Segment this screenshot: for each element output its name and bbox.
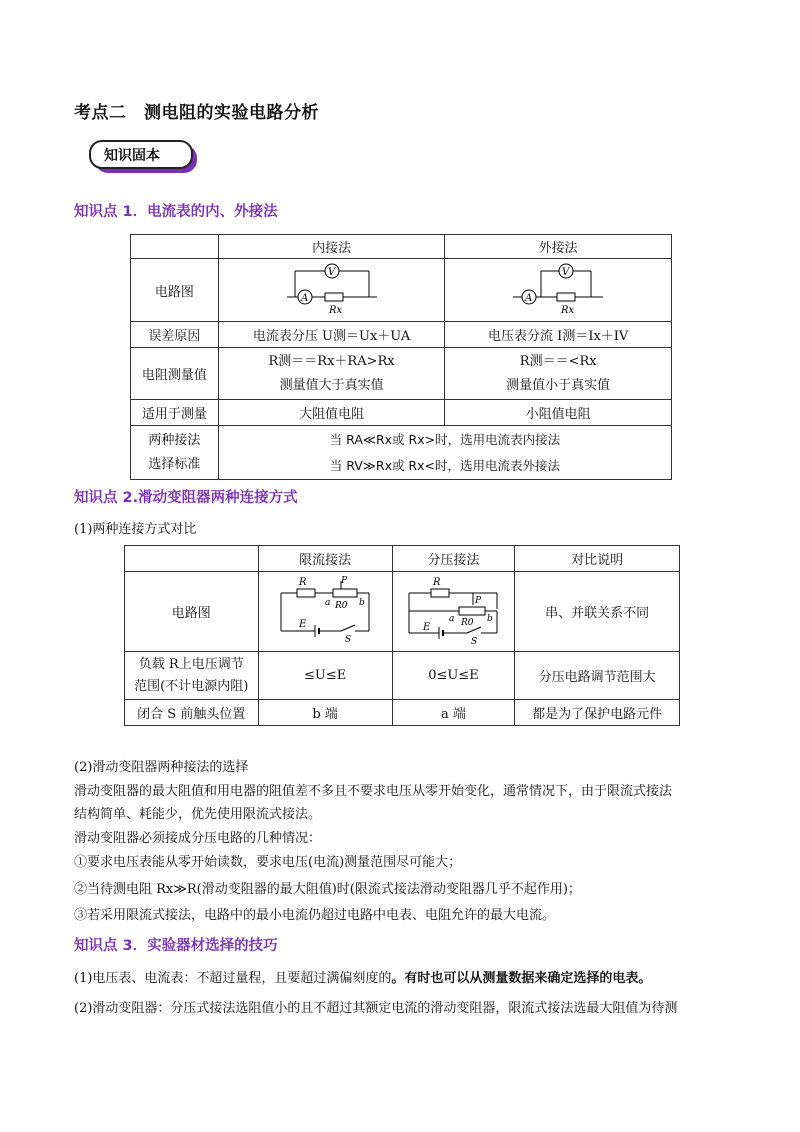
rx-label: Rx	[328, 305, 342, 316]
outer-measure	[445, 348, 672, 400]
ammeter-connection-table	[130, 234, 672, 480]
r0-label: R0	[335, 600, 348, 611]
kp2-item-2: ②当待测电阻 Rx≫R(滑动变阻器的最大阻值)时(限流式接法滑动变阻器几乎不起作用)；	[74, 882, 581, 897]
header-divider: 分压接法	[392, 546, 515, 572]
limit-circuit-diagram	[275, 575, 375, 645]
badge-label: 知识固本	[104, 148, 160, 164]
row-pos-label: 闭合 S 前触头位置	[125, 700, 259, 726]
inner-connection-diagram	[287, 259, 377, 317]
choose-label-line2: 选择标准	[148, 456, 201, 472]
kp2-sub2: (2)滑动变阻器两种接法的选择	[74, 760, 249, 775]
page-title: 考点二 测电阻的实验电路分析	[74, 103, 319, 123]
r-label: R	[433, 576, 441, 588]
kp2-item-1: ①要求电压表能从零开始读数，要求电压(电流)测量范围尽可能大；	[74, 855, 462, 870]
knowledge-badge	[88, 140, 200, 176]
inner-error: 电流表分压 U测＝Ux＋UA	[218, 322, 445, 348]
compare-circuit: 串、并联关系不同	[515, 572, 680, 652]
e-label: E	[299, 618, 307, 630]
outer-connection-diagram	[513, 259, 603, 317]
b-label: b	[487, 613, 494, 624]
divider-circuit-diagram	[403, 575, 503, 645]
choose-label-line1: 两种接法	[148, 432, 201, 448]
range-label-line2: 范围(不计电源内阻)	[134, 678, 249, 694]
row-circuit-label: 电路图	[125, 572, 259, 652]
choose-outer: 当 RV≫Rx或 Rx<时，选用电流表外接法	[329, 457, 560, 473]
header-compare: 对比说明	[515, 546, 680, 572]
b-label: b	[359, 597, 365, 608]
outer-measure-formula: R测＝＝<Rx	[519, 353, 597, 369]
inner-circuit	[218, 259, 445, 322]
inner-measure	[218, 348, 445, 400]
rheostat-connection-table	[124, 545, 680, 726]
voltmeter-label: V	[562, 267, 570, 278]
inner-apply: 大阻值电阻	[218, 400, 445, 426]
kp2-para2: 滑动变阻器必须接成分压电路的几种情况：	[74, 831, 322, 846]
choose-inner: 当 RA≪Rx或 Rx>时，选用电流表内接法	[329, 431, 561, 447]
range-label-line1: 负载 R上电压调节	[138, 656, 244, 672]
e-label: E	[423, 621, 431, 633]
voltmeter-label: V	[327, 267, 335, 278]
s-label: S	[345, 634, 352, 645]
a-label: a	[449, 613, 455, 624]
inner-measure-formula: R测＝＝Rx＋RA>Rx	[268, 353, 395, 369]
divider-pos: a 端	[392, 700, 515, 726]
limit-circuit	[258, 572, 392, 652]
kp2-sub1: (1)两种连接方式对比	[74, 522, 197, 537]
outer-circuit	[445, 259, 672, 322]
limit-pos: b 端	[258, 700, 392, 726]
header-limit: 限流接法	[258, 546, 392, 572]
row-circuit-label: 电路图	[131, 259, 219, 322]
ammeter-label: A	[525, 293, 533, 304]
a-label: a	[325, 597, 331, 608]
kp3-line1-b: 。有时也可以从测量数据来确定选择的电表。	[391, 971, 652, 986]
kp3-line2: (2)滑动变阻器：分压式接法选阻值小的且不超过其额定电流的滑动变阻器，限流式接法选最大阻值为待测	[74, 1001, 678, 1016]
outer-error: 电压表分流 I测＝Ix＋IV	[445, 322, 672, 348]
kp2-item-3: ③若采用限流式接法，电路中的最小电流仍超过电路中电表、电阻允许的最大电流。	[74, 908, 556, 923]
kp2-heading: 知识点 2.滑动变阻器两种连接方式	[74, 490, 298, 506]
header-outer: 外接法	[445, 235, 672, 259]
compare-range: 分压电路调节范围大	[515, 652, 680, 700]
row-apply-label: 适用于测量	[131, 400, 219, 426]
kp2-para1: 滑动变阻器的最大阻值和用电器的阻值差不多且不要求电压从零开始变化，通常情况下，由于限流式接法	[74, 784, 673, 799]
row-range-label	[125, 652, 259, 700]
limit-range: ≤U≤E	[258, 652, 392, 700]
row-error-label: 误差原因	[131, 322, 219, 348]
row-measure-label: 电阻测量值	[131, 348, 219, 400]
s-label: S	[471, 636, 478, 645]
p-label: P	[341, 575, 348, 586]
p-label: P	[475, 595, 482, 606]
r0-label: R0	[461, 617, 474, 628]
r-label: R	[299, 576, 307, 588]
divider-range: 0≤U≤E	[392, 652, 515, 700]
kp1-heading: 知识点 1．电流表的内、外接法	[74, 204, 278, 220]
kp3-heading: 知识点 3．实验器材选择的技巧	[74, 938, 278, 954]
inner-measure-note: 测量值大于真实值	[279, 377, 384, 393]
outer-measure-note: 测量值小于真实值	[506, 377, 611, 393]
kp3-line1	[74, 967, 651, 990]
divider-circuit	[392, 572, 515, 652]
row-choose-label	[131, 426, 219, 480]
choose-criteria	[218, 426, 671, 480]
rx-label: Rx	[561, 305, 575, 316]
ammeter-label: A	[300, 293, 308, 304]
kp2-para1b: 结构简单、耗能少，优先使用限流式接法。	[74, 807, 322, 822]
header-inner: 内接法	[218, 235, 445, 259]
kp3-line1-a: (1)电压表、电流表：不超过量程，且要超过满偏刻度的	[74, 971, 392, 986]
outer-apply: 小阻值电阻	[445, 400, 672, 426]
compare-pos: 都是为了保护电路元件	[515, 700, 680, 726]
